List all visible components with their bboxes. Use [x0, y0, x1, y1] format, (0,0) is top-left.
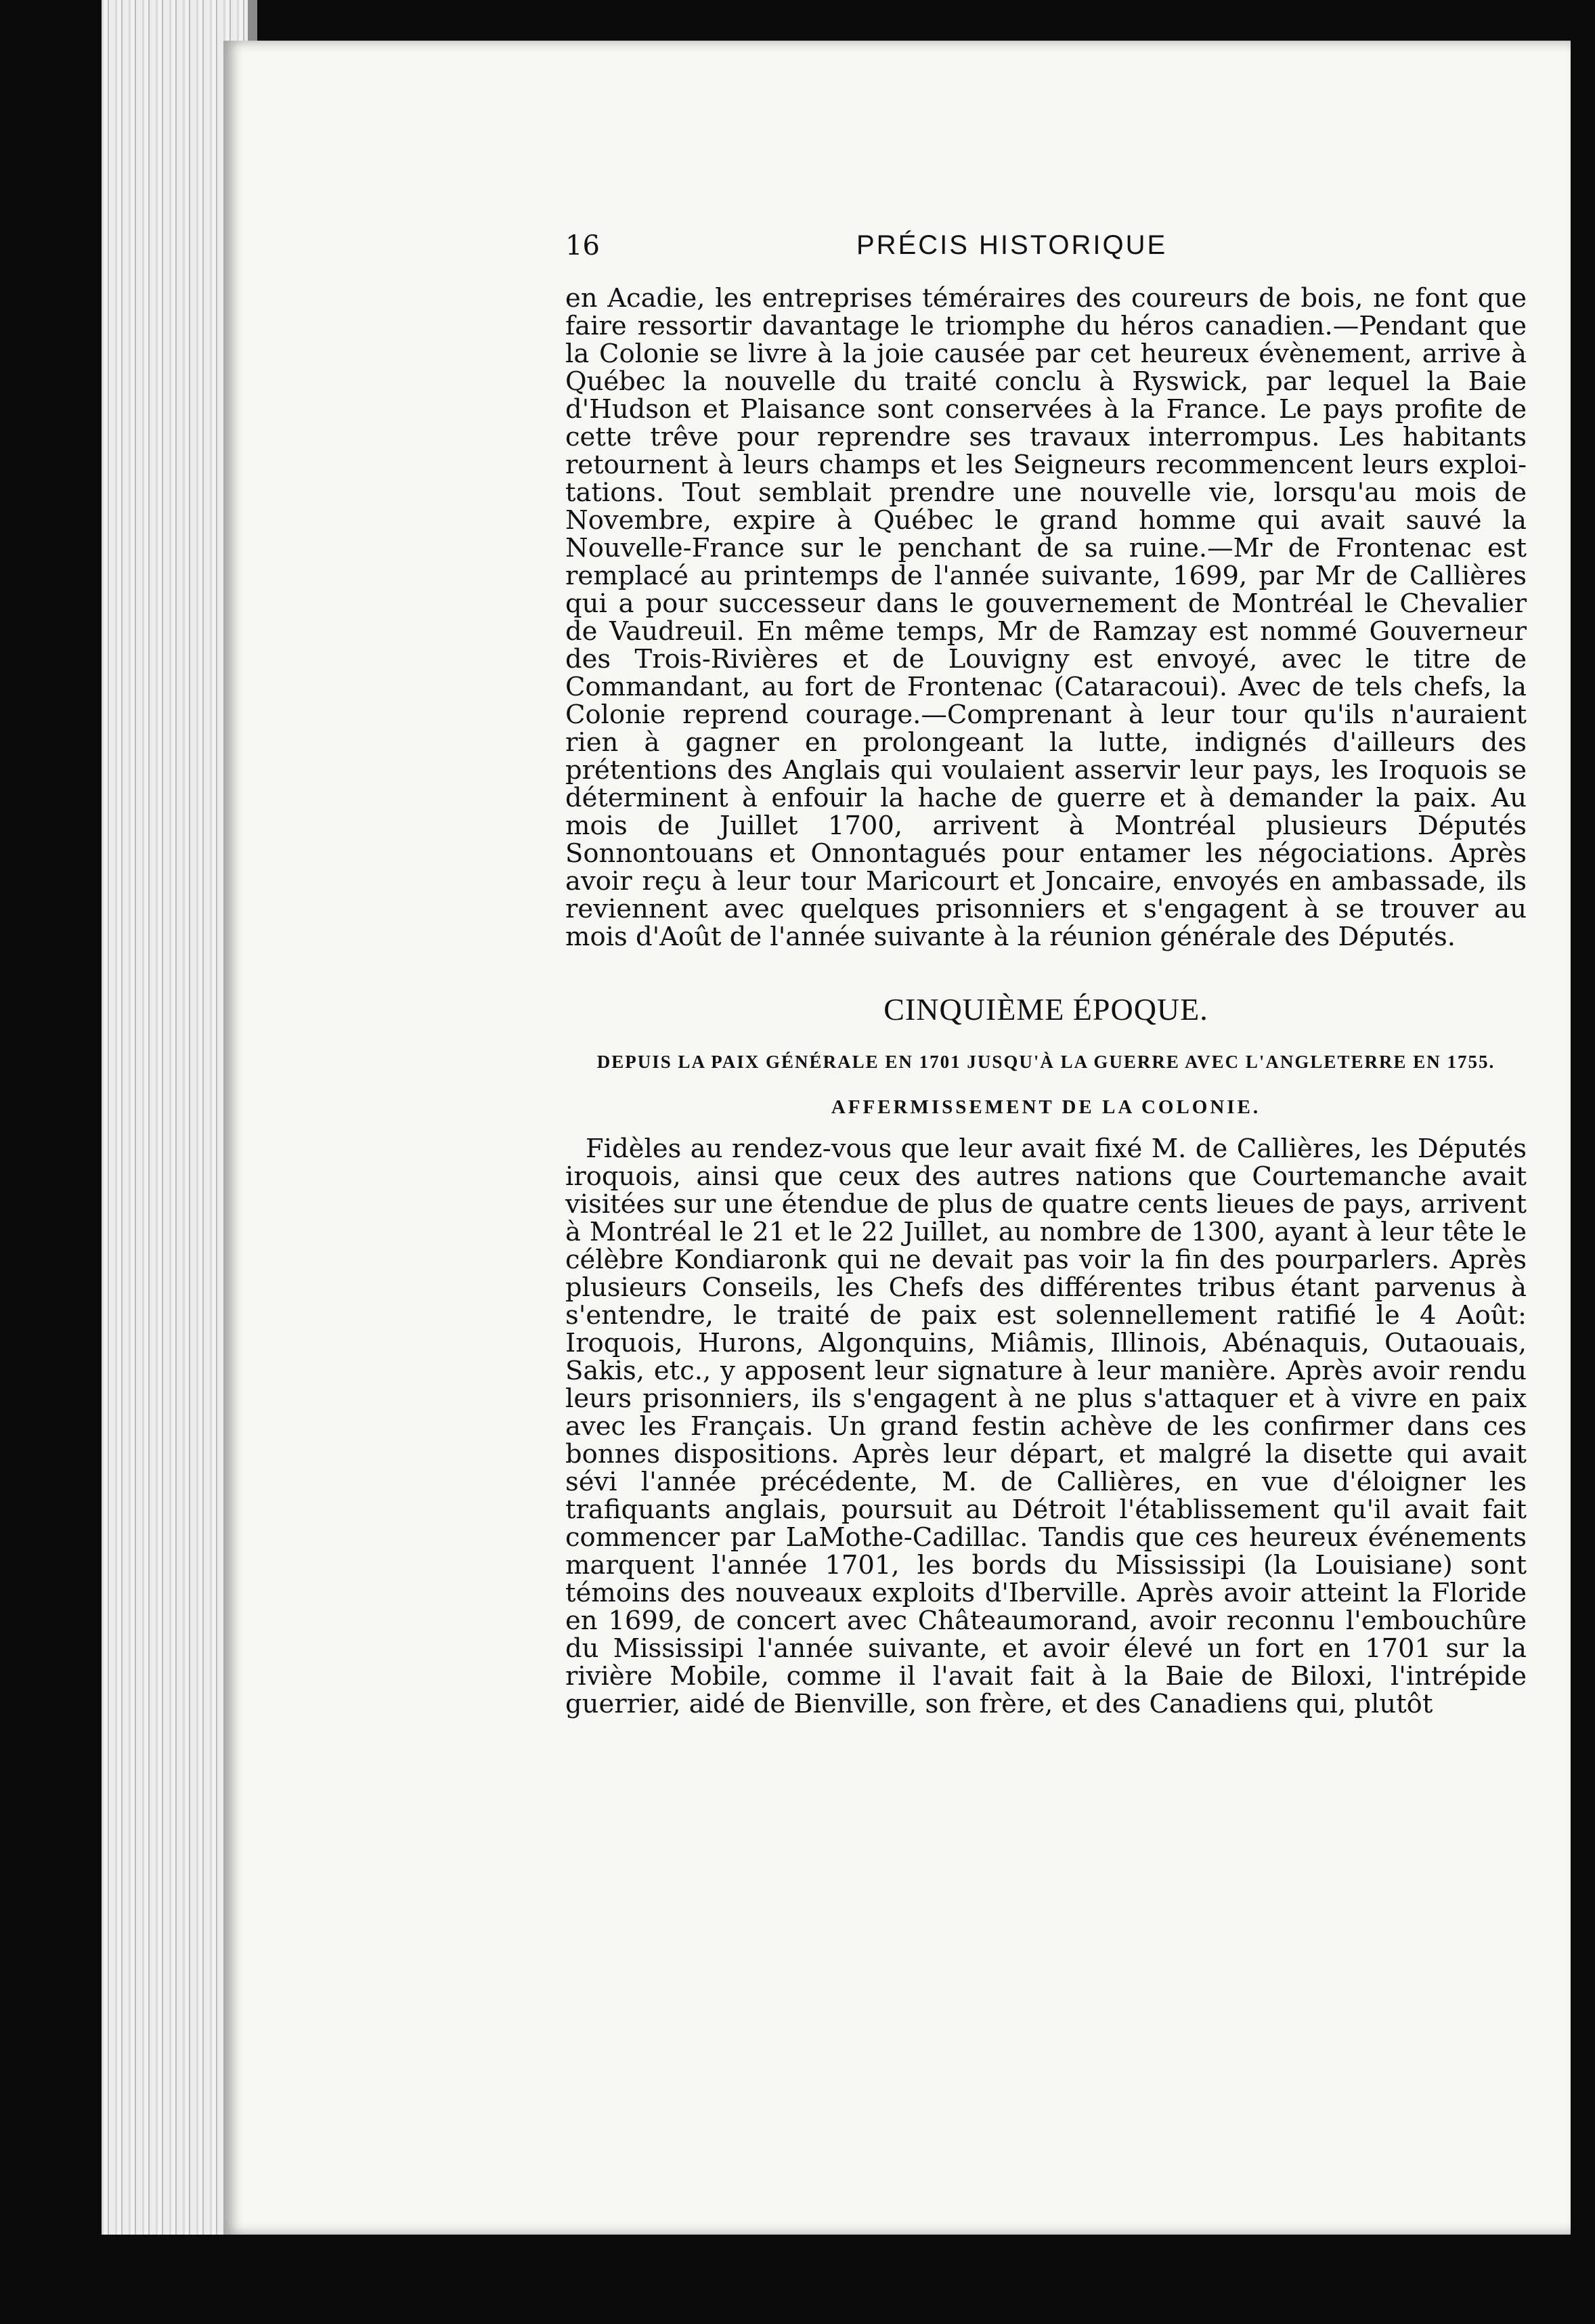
body-paragraph: en Acadie, les entreprises téméraires des coureurs de bois, ne font que faire ressortir davantage le triomphe du héros canadien.—Pendant que la Colonie se livre à la joie causée par cet heureux évènement, arrive à Québec la nouvelle du traité conclu à Ryswick, par lequel la Baie d'Hudson et Plaisance sont conservées à la France. Le pays profite de cette trêve pour reprendre ses travaux interrompus. Les habitants retournent à leurs champs et les Seigneurs recommencent leurs exploi-tations. Tout semblait prendre une nouvelle vie, lorsqu'au mois de Novembre, expire à Québec le grand homme qui avait sauvé la Nouvelle-France sur le penchant de sa ruine.—Mr de Frontenac est remplacé au printemps de l'année suivante, 1699, par Mr de Callières qui a pour successeur dans le gouvernement de Montréal le Chevalier de Vaudreuil. En même temps, Mr de Ramzay est nommé Gouverneur des Trois-Rivières et de Louvigny est envoyé, avec le titre de Commandant, au fort de Frontenac (Cataracoui). Avec de tels chefs, la Colonie reprend courage.—Comprenant à leur tour qu'ils n'auraient rien à gagner en prolongeant la lutte, indignés d'ailleurs des prétentions des Anglais qui voulaient asservir leur pays, les Iroquois se déterminent à enfouir la hache de guerre et à demander la paix. Au mois de Juillet 1700, arrivent à Montréal plusieurs Députés Sonnontouans et Onnontagués pour entamer les négociations. Après avoir reçu à leur tour Maricourt et Joncaire, envoyés en ambassade, ils reviennent avec quelques prisonniers et s'engagent à se trouver au mois d'Août de l'année suivante à la réunion générale des Députés. — [565, 283, 1527, 952]
page-content — [565, 230, 1527, 1718]
section-paragraph: Fidèles au rendez-vous que leur avait fixé M. de Callières, les Députés iroquois, ainsi que ceux des autres nations que Courtemanche avait visitées sur une étendue de plus de quatre cents lieues de pays, arrivent à Montréal le 21 et le 22 Juillet, au nombre de 1300, ayant à leur tête le célèbre Kondiaronk qui ne devait pas voir la fin des pourparlers. Après plusieurs Conseils, les Chefs des différentes tribus étant parvenus à s'entendre, le traité de paix est solennellement ratifié le 4 Août: Iroquois, Hurons, Algonquins, Miâmis, Illinois, Abénaquis, Outaouais, Sakis, etc., y apposent leur signature à leur manière. Après avoir rendu leurs prisonniers, ils s'engagent à ne plus s'attaquer et à vivre en paix avec les Français. Un grand festin achève de les confirmer dans ces bonnes dispositions. Après leur départ, et malgré la disette qui avait sévi l'année précédente, M. de Callières, en vue d'éloigner les trafiquants anglais, poursuit au Détroit l'établissement qu'il avait fait commencer par LaMothe-Cadillac. Tandis que ces heureux événements marquent l'année 1701, les bords du Mississipi (la Louisiane) sont témoins des nouveaux exploits d'Iberville. Après avoir atteint la Floride en 1699, de concert avec Châteaumorand, avoir reconnu l'embouchûre du Mississipi l'année suivante, et avoir élevé un fort en 1701 sur la rivière Mobile, comme il l'avait fait à la Baie de Biloxi, l'intrépide guerrier, aidé de Bienville, son frère, et des Canadiens qui, plutôt — [565, 1134, 1527, 1719]
epoch-subtitle: DEPUIS LA PAIX GÉNÉRALE EN 1701 JUSQU'À LA GUERRE AVEC L'ANGLETERRE EN 1755. — [596, 1052, 1495, 1072]
section-title: AFFERMISSEMENT DE LA COLONIE. — [831, 1096, 1261, 1118]
page-number: 16 — [565, 230, 600, 261]
page-header — [565, 230, 1527, 271]
epoch-title: CINQUIÈME ÉPOQUE. — [883, 992, 1208, 1027]
running-title: PRÉCIS HISTORIQUE — [856, 230, 1168, 260]
book-page — [223, 41, 1571, 2235]
